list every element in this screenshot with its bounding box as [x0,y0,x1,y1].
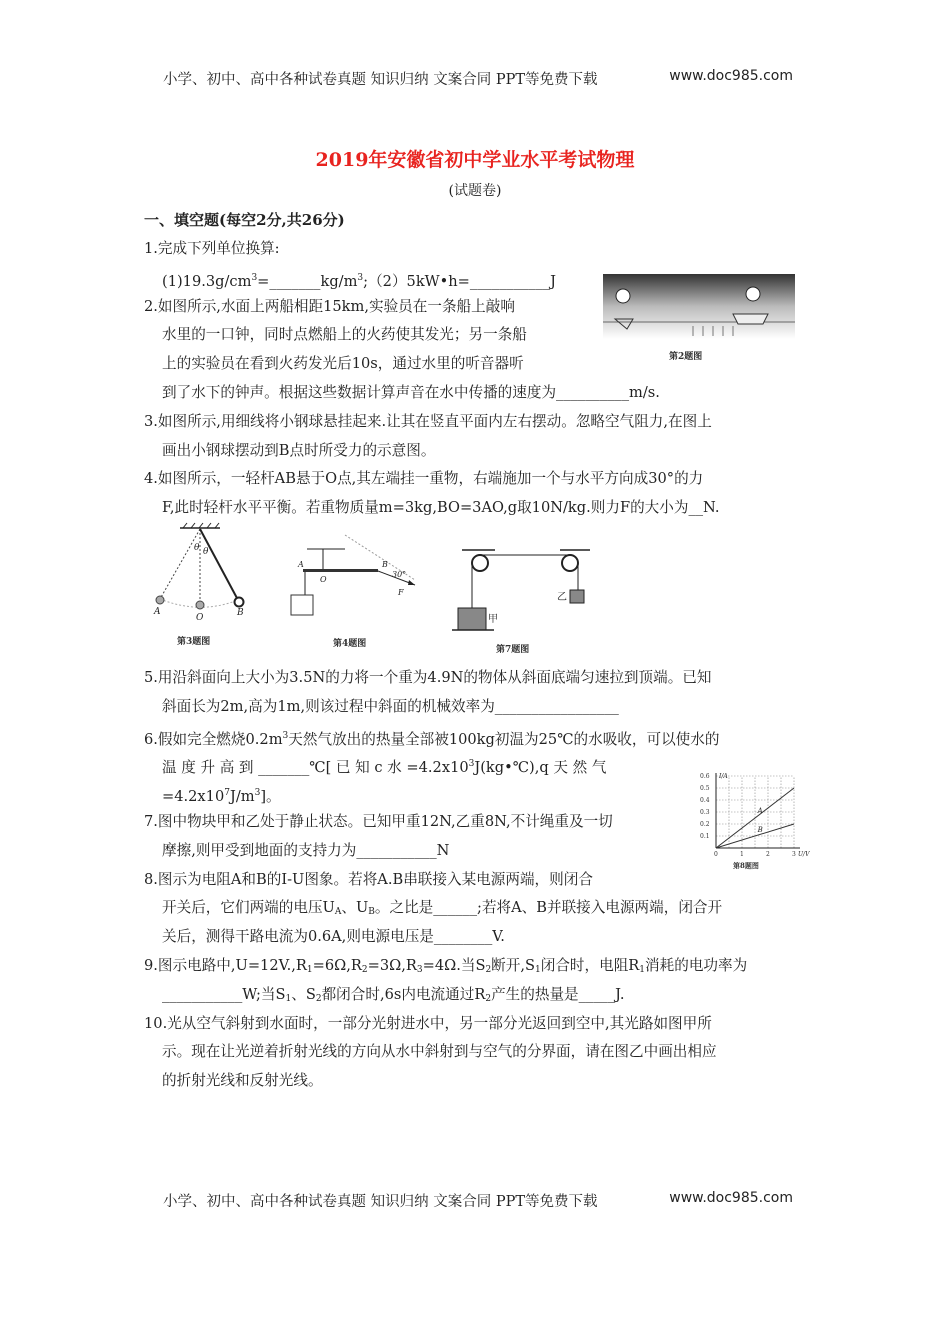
text-line [144,437,814,466]
figure-4-caption: 第4题图 [333,639,367,649]
y-tick-label: 0.2 [700,821,710,828]
footer-text: 小学、初中、高中各种试卷真题 知识归纳 文案合同 PPT等免费下载 [163,1194,598,1210]
point-a-label: A [298,560,304,569]
point-a-label: A [154,607,161,617]
text-segment: 上的实验员在看到火药发光后10s，通过水里的听音器听 [162,355,524,373]
text-segment: 都闭合时,6s内电流通过R [321,985,486,1003]
footer-site-link[interactable]: www.doc985.com [669,1190,793,1206]
figure-2-boats [603,274,798,366]
figure-8-caption: 第8题图 [733,861,759,870]
text-segment: ;（2）5kW•h=___________J [363,272,557,290]
text-segment: 7.图中物块甲和乙处于静止状态。已知甲重12N,乙重8N,不计绳重及一切 [144,812,613,830]
subscript: 1 [285,993,292,1004]
text-segment: 4.如图所示，一轻杆AB悬于O点,其左端挂一重物，右端施加一个与水平方向成30°的力 [144,470,704,488]
point-o-label: O [196,613,204,623]
text-segment: =4Ω.当S [422,956,486,974]
series-label-B: B [757,826,763,835]
page-subtitle: (试题卷) [448,183,502,199]
text-segment: 关后，测得干路电流为0.6A,则电源电压是________V. [162,928,505,946]
text-segment: J/m [229,788,255,806]
text-segment: 到了水下的钟声。根据这些数据计算声音在水中传播的速度为__________m/s. [162,383,660,401]
text-line [144,1010,814,1039]
text-line [144,693,814,722]
text-line [144,664,814,693]
text-segment: 3.如图所示,用细线将小钢球悬挂起来.让其在竖直平面内左右摆动。忽略空气阻力,在图上 [144,412,712,430]
text-segment: 产生的热量是_____J. [491,985,625,1003]
text-segment: 摩擦,则甲受到地面的支持力为___________N [162,841,450,859]
subscript: B [368,907,375,918]
text-line [144,981,814,1010]
text-segment: 。之比是______;若将A、B并联接入电源两端，闭合开 [374,899,723,917]
angle-label: 30° [392,570,407,579]
x-tick-label: 2 [766,851,770,858]
block-jia-label: 甲 [488,614,498,625]
text-segment: 水里的一口钟，同时点燃船上的火药使其发光；另一条船 [162,326,527,344]
point-b-label: B [382,560,388,569]
superscript: 3 [251,272,258,283]
text-segment: 斜面长为2m,高为1m,则该过程中斜面的机械效率为_________________ [162,697,619,715]
text-segment: 、S [291,985,316,1003]
text-segment: 温 度 升 高 到 _______℃[ 已 知 c 水 =4.2x10 [162,759,469,777]
text-segment: 1.完成下列单位换算: [144,240,280,257]
text-line [144,722,814,751]
text-segment: =4.2x10 [162,788,225,806]
theta-label: θ [194,543,200,553]
subscript: 3 [416,964,423,975]
y-axis-label: I/A [719,773,728,780]
subscript: 1 [535,964,541,975]
y-tick-label: 0.4 [700,797,710,804]
x-tick-label: 3 [792,851,796,858]
point-o-label: O [320,575,327,584]
text-segment: =3Ω,R [367,956,417,974]
text-segment: 2.如图所示,水面上两船相距15km,实验员在一条船上敲响 [144,297,515,315]
figure-3-caption: 第3题图 [177,637,211,647]
subscript: A [334,907,342,918]
force-f-label: F [398,588,404,597]
subscript: 1 [639,964,646,975]
text-line [144,465,814,494]
y-tick-label: 0.1 [700,833,710,840]
text-line [144,1067,814,1096]
figure-7-caption: 第7题图 [496,645,530,655]
subscript: 1 [306,964,313,975]
text-line [144,1038,814,1067]
page-title: 2019年安徽省初中学业水平考试物理 [315,149,635,171]
subscript: 2 [315,993,322,1004]
x-tick-label: 1 [740,851,744,858]
superscript: 3 [254,788,261,799]
text-segment: 、U [341,899,369,917]
text-line [144,923,814,952]
text-segment: 6.假如完全燃烧0.2m [144,730,283,748]
subscript: 2 [485,993,492,1004]
figure-3-pendulum [145,520,255,650]
page-footer [163,1190,793,1211]
section-heading: 一、填空题(每空2分,共26分) [144,211,345,229]
figure-2-caption: 第2题图 [669,352,703,362]
questions-5-10 [144,664,814,1096]
text-line [144,235,814,264]
text-line [144,379,814,408]
theta-label: θ [203,547,209,557]
text-segment: F,此时轻杆水平平衡。若重物质量m=3kg,BO=3AO,g取10N/kg.则力F的大小为__N. [162,499,720,517]
subscript: 2 [361,964,368,975]
figure-7-pulleys [450,540,610,660]
superscript: 3 [282,730,289,741]
text-segment: (1)19.3g/cm [162,272,252,290]
superscript: 3 [357,272,364,283]
header-site-link[interactable]: www.doc985.com [669,68,793,84]
series-label-A: A [757,807,763,815]
text-segment: 9.图示电路中,U=12V.,R [144,956,307,974]
text-segment: 的折射光线和反射光线。 [162,1072,323,1090]
text-segment: 闭合时，电阻R [540,956,640,974]
block-yi-label: 乙 [557,592,567,603]
figure-4-lever [285,525,425,655]
y-tick-label: 0.3 [700,809,710,816]
y-tick-label: 0.5 [700,785,710,792]
text-segment: ]。 [260,788,281,806]
text-segment: 开关后，它们两端的电压U [162,899,335,917]
header-text: 小学、初中、高中各种试卷真题 知识归纳 文案合同 PPT等免费下载 [163,72,598,88]
text-line [144,494,814,523]
x-axis-label: U/V [798,851,810,858]
text-segment: 示。现在让光逆着折射光线的方向从水中斜射到与空气的分界面，请在图乙中画出相应 [162,1043,717,1061]
text-segment: ___________W;当S [162,985,286,1003]
text-segment: 10.光从空气斜射到水面时，一部分光射进水中，另一部分光返回到空中,其光路如图甲所 [144,1014,712,1032]
text-segment: 天然气放出的热量全部被100kg初温为25℃的水吸收，可以使水的 [288,730,720,748]
text-segment: =6Ω,R [312,956,362,974]
text-line [144,408,814,437]
superscript: 7 [224,788,230,799]
superscript: 3 [468,759,475,770]
point-b-label: B [237,608,244,618]
page-header [163,68,793,89]
text-line [144,952,814,981]
figure-8-iu-chart [698,770,808,875]
x-tick-label: 0 [714,851,718,858]
text-segment: 5.用沿斜面向上大小为3.5N的力将一个重为4.9N的物体从斜面底端匀速拉到顶端。已知 [144,669,712,686]
subscript: 2 [485,964,492,975]
text-segment: 断开,S [491,956,535,974]
text-segment: 画出小钢球摆动到B点时所受力的示意图。 [162,441,436,459]
text-segment: 消耗的电功率为 [645,956,748,974]
text-line [144,894,814,923]
y-tick-label: 0.6 [700,773,710,780]
text-segment: =_______kg/m [257,272,358,290]
text-segment: J(kg•℃),q 天 然 气 [474,759,607,777]
text-segment: 8.图示为电阻A和B的I-U图象。若将A.B串联接入某电源两端，则闭合 [144,870,593,888]
